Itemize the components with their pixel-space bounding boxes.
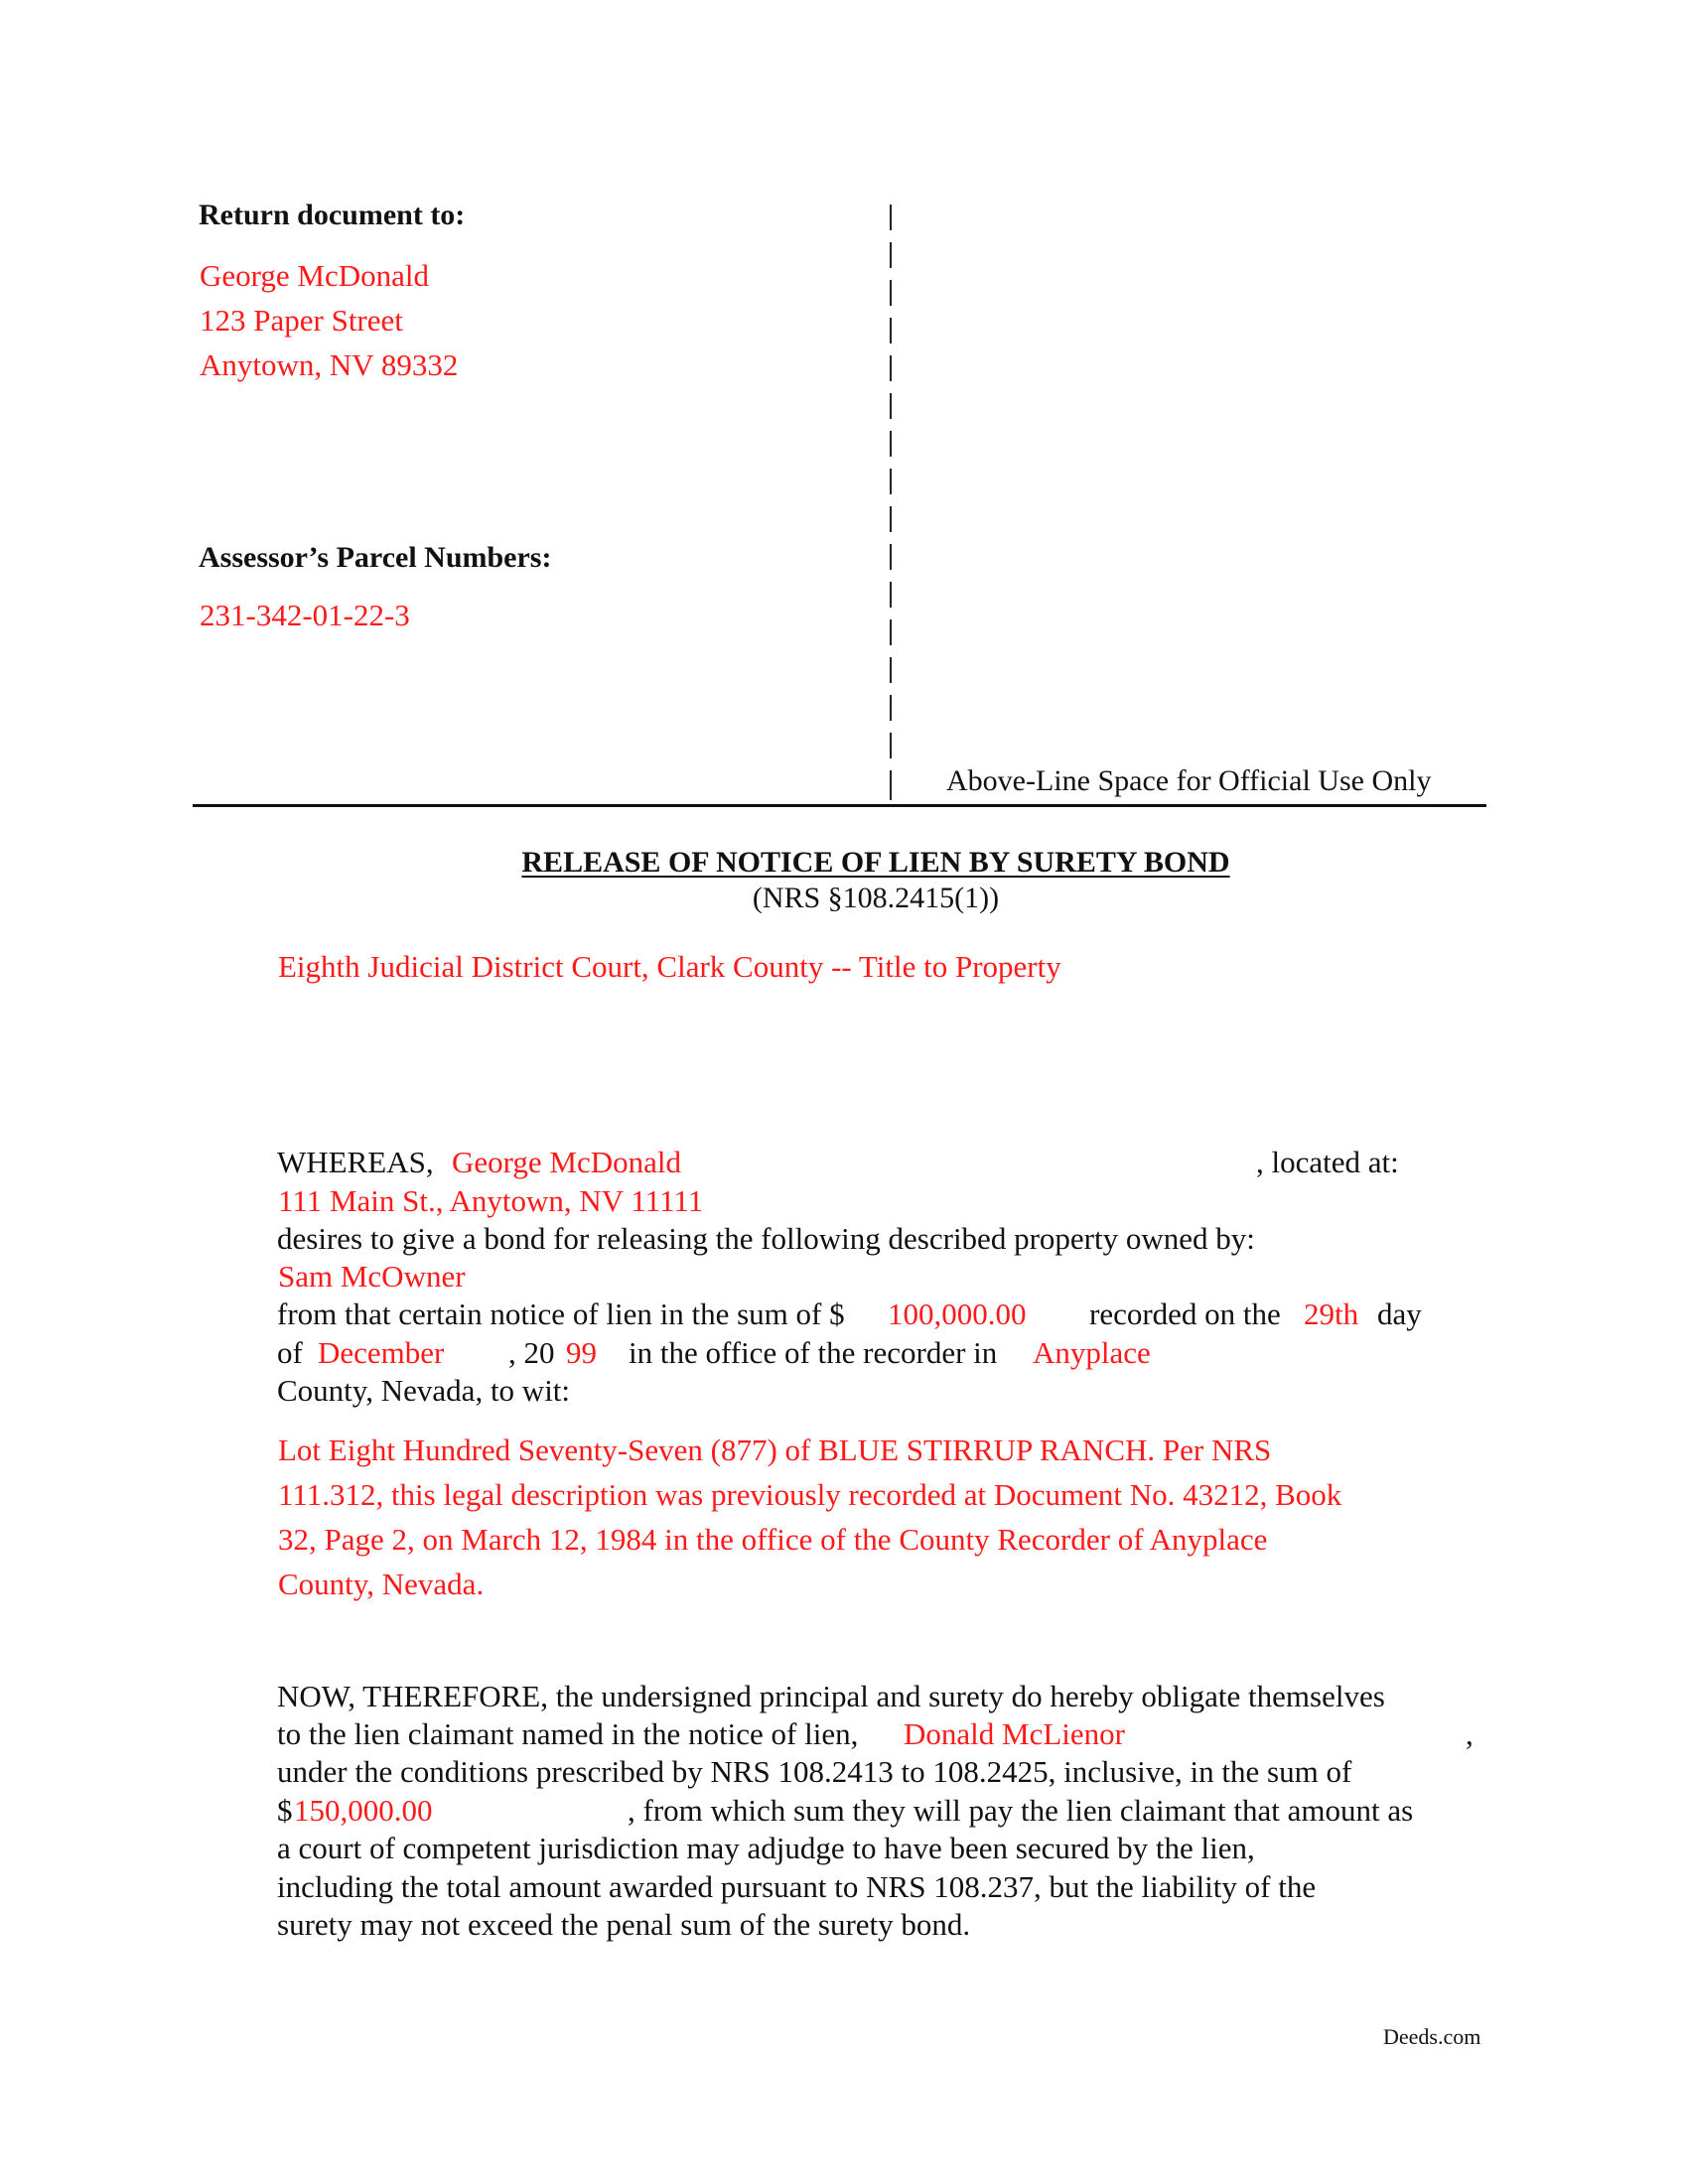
apn-label: Assessor’s Parcel Numbers:: [199, 541, 552, 574]
day-word: day: [1377, 1297, 1422, 1331]
whereas-intro: WHEREAS,: [277, 1145, 434, 1179]
recorded-year: 99: [566, 1335, 597, 1370]
county-tail: County, Nevada, to wit:: [277, 1373, 571, 1408]
now-therefore-line: under the conditions prescribed by NRS 108.2413 to 108.2425, inclusive, in the sum of: [277, 1754, 1352, 1789]
return-name: George McDonald: [200, 258, 430, 293]
legal-description-line: 111.312, this legal description was previously recorded at Document No. 43212, Book: [278, 1477, 1342, 1512]
office-text: in the office of the recorder in: [629, 1335, 998, 1370]
legal-description-line: 32, Page 2, on March 12, 1984 in the office of the County Recorder of Anyplace: [278, 1522, 1268, 1557]
located-at: , located at:: [1256, 1145, 1399, 1179]
return-city: Anytown, NV 89332: [200, 347, 459, 382]
legal-description-line: County, Nevada.: [278, 1567, 485, 1601]
bond-amount: 150,000.00: [294, 1793, 433, 1828]
owner-name: Sam McOwner: [278, 1259, 466, 1294]
now-therefore-line: to the lien claimant named in the notice of lien,: [277, 1716, 859, 1751]
lien-claimant: Donald McLienor: [904, 1716, 1125, 1751]
desires-text: desires to give a bond for releasing the following described property owned by:: [277, 1221, 1255, 1256]
now-therefore-line: including the total amount awarded pursuant to NRS 108.237, but the liability of the: [277, 1869, 1317, 1904]
now-therefore-line: a court of competent jurisdiction may adjudge to have been secured by the lien,: [277, 1831, 1255, 1865]
principal-name: George McDonald: [452, 1145, 682, 1179]
lien-text-a: from that certain notice of lien in the sum of $: [277, 1297, 845, 1331]
lien-text-b: recorded on the: [1089, 1297, 1281, 1331]
official-use-label: Above-Line Space for Official Use Only: [946, 764, 1432, 797]
recorded-day: 29th: [1304, 1297, 1359, 1331]
now-therefore-line: , from which sum they will pay the lien claimant that amount as: [628, 1793, 1414, 1828]
return-street: 123 Paper Street: [200, 303, 403, 338]
apn-value: 231-342-01-22-3: [200, 598, 410, 632]
recording-line: [193, 804, 1486, 807]
recorder-county: Anyplace: [1033, 1335, 1151, 1370]
recorded-month: December: [318, 1335, 445, 1370]
footer-brand: Deeds.com: [1383, 2024, 1481, 2049]
bond-dollar-sign: $: [277, 1793, 293, 1828]
year-prefix: , 20: [508, 1335, 555, 1370]
now-therefore-line: surety may not exceed the penal sum of the surety bond.: [277, 1907, 971, 1942]
now-therefore-line: NOW, THEREFORE, the undersigned principal and surety do hereby obligate themselves: [277, 1679, 1385, 1713]
return-label: Return document to:: [199, 199, 466, 231]
document-title: RELEASE OF NOTICE OF LIEN BY SURETY BOND: [521, 846, 1230, 879]
principal-address: 111 Main St., Anytown, NV 11111: [278, 1183, 704, 1218]
legal-description-line: Lot Eight Hundred Seventy-Seven (877) of BLUE STIRRUP RANCH. Per NRS: [278, 1433, 1272, 1467]
of-word: of: [277, 1335, 303, 1370]
court-line: Eighth Judicial District Court, Clark County -- Title to Property: [278, 949, 1061, 984]
claimant-comma: ,: [1466, 1716, 1474, 1751]
statute-citation: (NRS §108.2415(1)): [752, 882, 1000, 914]
lien-amount: 100,000.00: [888, 1297, 1027, 1331]
